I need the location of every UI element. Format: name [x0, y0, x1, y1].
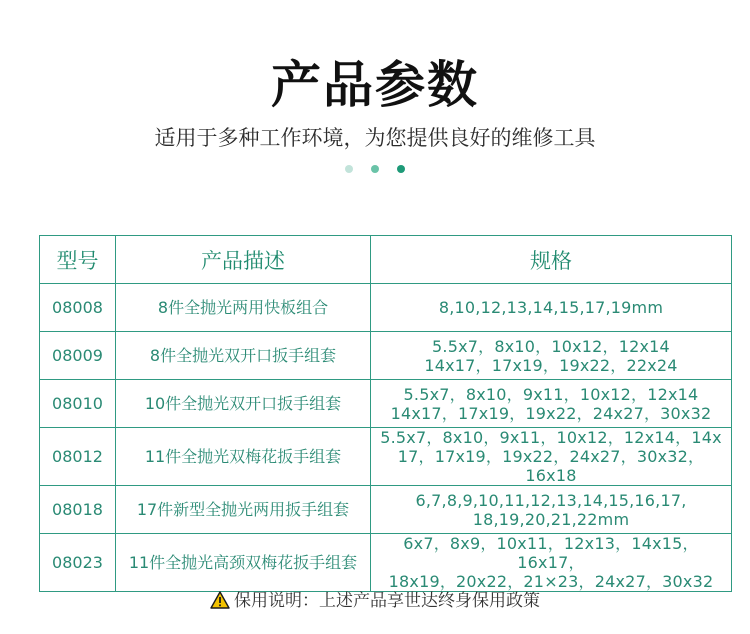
dot-dark	[397, 165, 405, 173]
table-header-row	[40, 236, 732, 284]
cell-spec: 5.5x7，8x10，9x11，10x12，12x14 14x17，17x19，19x22，24x27，30x32	[371, 380, 732, 428]
cell-spec: 6,7,8,9,10,11,12,13,14,15,16,17, 18,19,20,21,22mm	[371, 486, 732, 534]
dot-medium	[371, 165, 379, 173]
cell-spec: 6x7，8x9，10x11，12x13，14x15，16x17， 18x19，20x22，21×23，24x27，30x32	[371, 534, 732, 592]
cell-description: 8件全抛光两用快板组合	[116, 284, 371, 332]
cell-description: 8件全抛光双开口扳手组套	[116, 332, 371, 380]
product-parameters-table	[39, 235, 732, 592]
table-row	[40, 428, 732, 486]
column-header-description: 产品描述	[116, 236, 371, 284]
table-row	[40, 534, 732, 592]
cell-model: 08010	[40, 380, 116, 428]
cell-description: 10件全抛光双开口扳手组套	[116, 380, 371, 428]
table-row	[40, 284, 732, 332]
warranty-note-text: 保用说明：上述产品享世达终身保用政策	[234, 591, 540, 611]
table-row	[40, 380, 732, 428]
warranty-note	[0, 588, 750, 617]
warning-icon	[210, 591, 230, 617]
table-row	[40, 486, 732, 534]
table-row	[40, 332, 732, 380]
cell-model: 08008	[40, 284, 116, 332]
dot-light	[345, 165, 353, 173]
cell-spec: 8,10,12,13,14,15,17,19mm	[371, 284, 732, 332]
decorative-dots	[0, 165, 750, 175]
cell-model: 08012	[40, 428, 116, 486]
cell-model: 08009	[40, 332, 116, 380]
cell-description: 17件新型全抛光两用扳手组套	[116, 486, 371, 534]
column-header-spec: 规格	[371, 236, 732, 284]
cell-description: 11件全抛光双梅花扳手组套	[116, 428, 371, 486]
cell-spec: 5.5x7，8x10，10x12，12x14 14x17，17x19，19x22，22x24	[371, 332, 732, 380]
page-subtitle: 适用于多种工作环境，为您提供良好的维修工具	[154, 126, 596, 150]
cell-description: 11件全抛光高颈双梅花扳手组套	[116, 534, 371, 592]
column-header-model: 型号	[40, 236, 116, 284]
cell-model: 08023	[40, 534, 116, 592]
cell-model: 08018	[40, 486, 116, 534]
page-title: 产品参数	[271, 56, 479, 114]
cell-spec: 5.5x7，8x10，9x11，10x12，12x14，14x 17，17x19，19x22，24x27，30x32，16x18	[371, 428, 732, 486]
